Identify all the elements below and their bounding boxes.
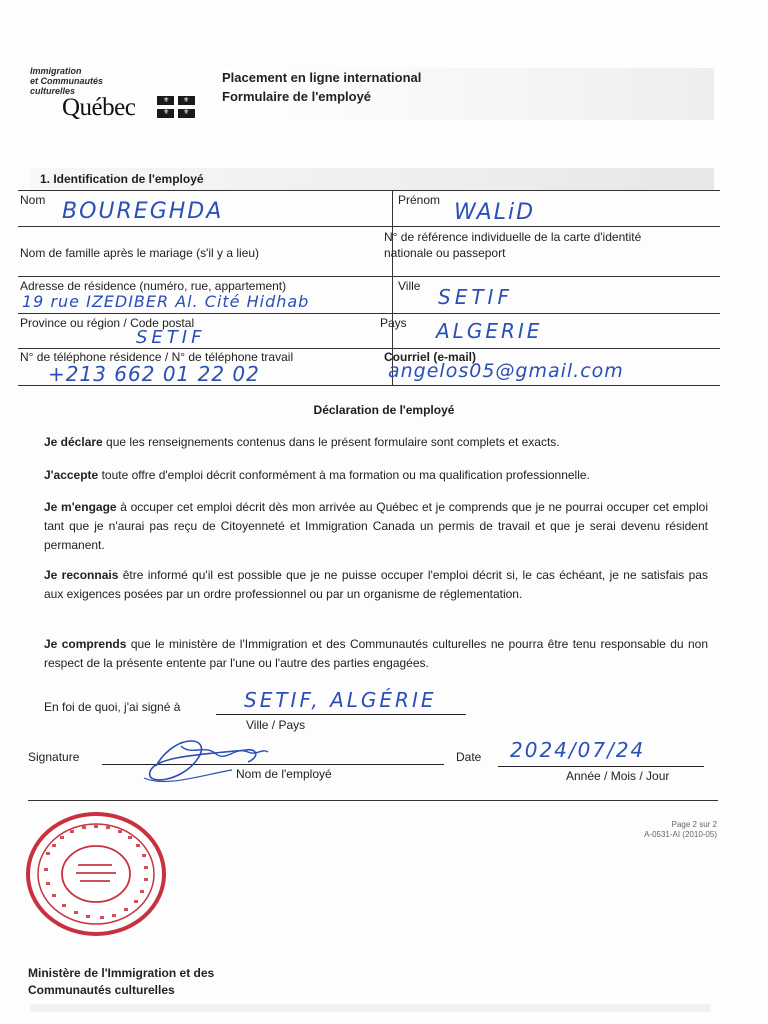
page-number	[622, 820, 717, 840]
logo-line-1: Immigration	[30, 66, 82, 76]
bottom-band	[30, 1004, 710, 1012]
declaration-paragraph-2	[44, 466, 708, 485]
declaration-keyword: J'accepte	[44, 468, 99, 482]
form-title-line-2: Formulaire de l'employé	[222, 89, 372, 104]
reference-label-2: nationale ou passeport	[384, 246, 506, 260]
official-stamp	[26, 812, 168, 936]
grid-line	[18, 313, 720, 314]
page-number-text: Page 2 sur 2	[671, 820, 717, 829]
section-heading-text: 1. Identification de l'employé	[40, 172, 204, 186]
telephone-value[interactable]: +213 662 01 22 02	[48, 362, 260, 386]
form-title	[222, 68, 714, 120]
ministry-name	[28, 965, 214, 999]
form-code: A-0531-AI (2010-05)	[644, 830, 717, 839]
declaration-keyword: Je déclare	[44, 435, 103, 449]
pays-value[interactable]: ALGERIE	[436, 319, 543, 343]
grid-line	[18, 276, 720, 277]
nom-label: Nom	[20, 193, 46, 207]
declaration-text: toute offre d'emploi décrit conformément à ma formation ou ma qualification professionnelle.	[98, 468, 590, 482]
grid-line	[18, 348, 720, 349]
adresse-value[interactable]: 19 rue IZEDIBER Al. Cité Hidhab	[22, 292, 310, 311]
prenom-value[interactable]: WALiD	[454, 200, 536, 225]
declaration-keyword: Je reconnais	[44, 568, 119, 582]
nom-employe-caption: Nom de l'employé	[236, 767, 332, 781]
declaration-text: à occuper cet emploi décrit dès mon arrivée au Québec et je comprends que je ne pourrai occuper cet emploi tant que je n'aurai pas reçu de Citoyenneté et Immigration Canada un permis de travail et que je serai devenu résident permanent.	[44, 500, 708, 552]
ministry-line-2: Communautés culturelles	[28, 983, 175, 997]
nom-value[interactable]: BOUREGHDA	[62, 199, 224, 224]
nom-mariage-label: Nom de famille après le mariage (s'il y a lieu)	[20, 246, 260, 260]
ministry-line-1: Ministère de l'Immigration et des	[28, 966, 215, 980]
quebec-flag-icon: ⚜ ⚜ ⚜ ⚜	[157, 96, 195, 118]
declaration-title: Déclaration de l'employé	[313, 403, 455, 417]
adresse-label: Adresse de résidence (numéro, rue, appartement)	[20, 279, 287, 293]
footer-divider	[28, 800, 718, 801]
grid-line	[18, 226, 720, 227]
pays-label: Pays	[380, 316, 407, 330]
signed-place-value[interactable]: SETIF, ALGÉRIE	[244, 688, 437, 712]
logo-line-3: culturelles	[30, 86, 76, 96]
declaration-paragraph-4	[44, 566, 708, 604]
courriel-value[interactable]: angelos05@gmail.com	[388, 360, 624, 382]
quebec-logo	[30, 66, 200, 121]
date-caption: Année / Mois / Jour	[566, 769, 670, 783]
date-value[interactable]: 2024/07/24	[510, 738, 646, 762]
grid-line	[18, 190, 720, 191]
logo-line-2: et Communautés	[30, 76, 104, 86]
declaration-paragraph-5	[44, 635, 708, 673]
ville-label: Ville	[398, 279, 421, 293]
ville-pays-caption: Ville / Pays	[246, 718, 306, 732]
declaration-keyword: Je comprends	[44, 637, 127, 651]
form-title-line-1: Placement en ligne international	[222, 70, 422, 85]
handwritten-signature	[136, 726, 286, 796]
declaration-keyword: Je m'engage	[44, 500, 117, 514]
date-label: Date	[456, 750, 482, 764]
declaration-text: que le ministère de l'Immigration et des Communautés culturelles ne pourra être tenu responsable du non respect de la présente entente par l'une ou l'autre des parties engagées.	[44, 637, 708, 670]
declaration-paragraph-3	[44, 498, 708, 555]
declaration-paragraph-1	[44, 433, 708, 452]
signature-label: Signature	[28, 750, 80, 764]
telephone-label: N° de téléphone résidence / N° de téléphone travail	[20, 350, 294, 364]
ville-value[interactable]: SETIF	[438, 285, 513, 309]
logo-wordmark: Québec	[62, 94, 136, 121]
section-heading	[30, 168, 714, 190]
declaration-text: que les renseignements contenus dans le présent formulaire sont complets et exacts.	[102, 435, 560, 449]
place-underline	[216, 714, 466, 715]
date-underline	[498, 766, 704, 767]
province-value[interactable]: SETIF	[136, 327, 206, 348]
reference-label-1: N° de référence individuelle de la carte d'identité	[384, 230, 642, 244]
prenom-label: Prénom	[398, 193, 441, 207]
province-label: Province ou région / Code postal	[20, 316, 195, 330]
identification-grid	[18, 190, 720, 386]
en-foi-label: En foi de quoi, j'ai signé à	[44, 700, 181, 714]
courriel-label: Courriel (e-mail)	[384, 350, 477, 364]
declaration-text: être informé qu'il est possible que je ne puisse occuper l'emploi décrit si, le cas échéant, je ne satisfais pas aux exigences posées par un ordre professionnel ou par un organisme de réglementation.	[44, 568, 708, 601]
